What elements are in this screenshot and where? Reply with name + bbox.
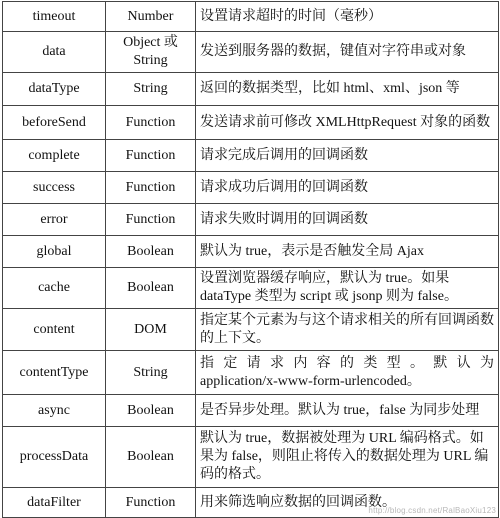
option-type: Function xyxy=(106,488,196,518)
option-type: Boolean xyxy=(106,427,196,488)
option-type: Function xyxy=(106,140,196,172)
table-row xyxy=(3,395,499,427)
watermark: http://blog.csdn.net/RalBaoXiu123 xyxy=(368,506,496,515)
option-description: 指 定 请 求 内 容 的 类 型 。 默 认 为 application/x-www-form-urlencoded。 xyxy=(196,351,499,395)
option-description: 发送请求前可修改 XMLHttpRequest 对象的函数 xyxy=(196,106,499,140)
option-description: 设置请求超时的时间（毫秒） xyxy=(196,2,499,32)
option-name: timeout xyxy=(3,2,106,32)
table-row xyxy=(3,309,499,351)
option-type: Function xyxy=(106,204,196,236)
option-name: success xyxy=(3,172,106,204)
option-name: data xyxy=(3,32,106,73)
table-row xyxy=(3,32,499,73)
table-row xyxy=(3,140,499,172)
table-row xyxy=(3,236,499,268)
option-type: Object 或 String xyxy=(106,32,196,73)
table-row xyxy=(3,73,499,106)
option-description: 请求完成后调用的回调函数 xyxy=(196,140,499,172)
option-name: dataType xyxy=(3,73,106,106)
option-description: 是否异步处理。默认为 true，false 为同步处理 xyxy=(196,395,499,427)
table-row xyxy=(3,351,499,395)
option-type: String xyxy=(106,73,196,106)
table-row xyxy=(3,204,499,236)
table-row xyxy=(3,268,499,309)
option-description: 指定某个元素为与这个请求相关的所有回调函数的上下文。 xyxy=(196,309,499,351)
table-row xyxy=(3,106,499,140)
option-description: 返回的数据类型，比如 html、xml、json 等 xyxy=(196,73,499,106)
option-type: DOM xyxy=(106,309,196,351)
option-name: contentType xyxy=(3,351,106,395)
option-description: 请求成功后调用的回调函数 xyxy=(196,172,499,204)
option-name: content xyxy=(3,309,106,351)
table-row xyxy=(3,427,499,488)
option-description: 用来筛选响应数据的回调函数。 xyxy=(196,488,499,518)
option-name: dataFilter xyxy=(3,488,106,518)
table-row xyxy=(3,172,499,204)
option-type: Function xyxy=(106,106,196,140)
option-type: Number xyxy=(106,2,196,32)
option-description: 默认为 true，表示是否触发全局 Ajax xyxy=(196,236,499,268)
option-description: 默认为 true，数据被处理为 URL 编码格式。如果为 false，则阻止将传入的数据处理为 URL 编码的格式。 xyxy=(196,427,499,488)
ajax-options-table xyxy=(2,1,499,518)
option-name: error xyxy=(3,204,106,236)
option-description: 请求失败时调用的回调函数 xyxy=(196,204,499,236)
option-type: Boolean xyxy=(106,236,196,268)
option-name: processData xyxy=(3,427,106,488)
option-name: async xyxy=(3,395,106,427)
option-name: cache xyxy=(3,268,106,309)
option-description: 设置浏览器缓存响应，默认为 true。如果 dataType 类型为 script 或 jsonp 则为 false。 xyxy=(196,268,499,309)
table-row xyxy=(3,2,499,32)
option-type: Boolean xyxy=(106,395,196,427)
option-name: beforeSend xyxy=(3,106,106,140)
option-type: Function xyxy=(106,172,196,204)
option-name: complete xyxy=(3,140,106,172)
option-name: global xyxy=(3,236,106,268)
option-description: 发送到服务器的数据，键值对字符串或对象 xyxy=(196,32,499,73)
option-type: String xyxy=(106,351,196,395)
option-type: Boolean xyxy=(106,268,196,309)
